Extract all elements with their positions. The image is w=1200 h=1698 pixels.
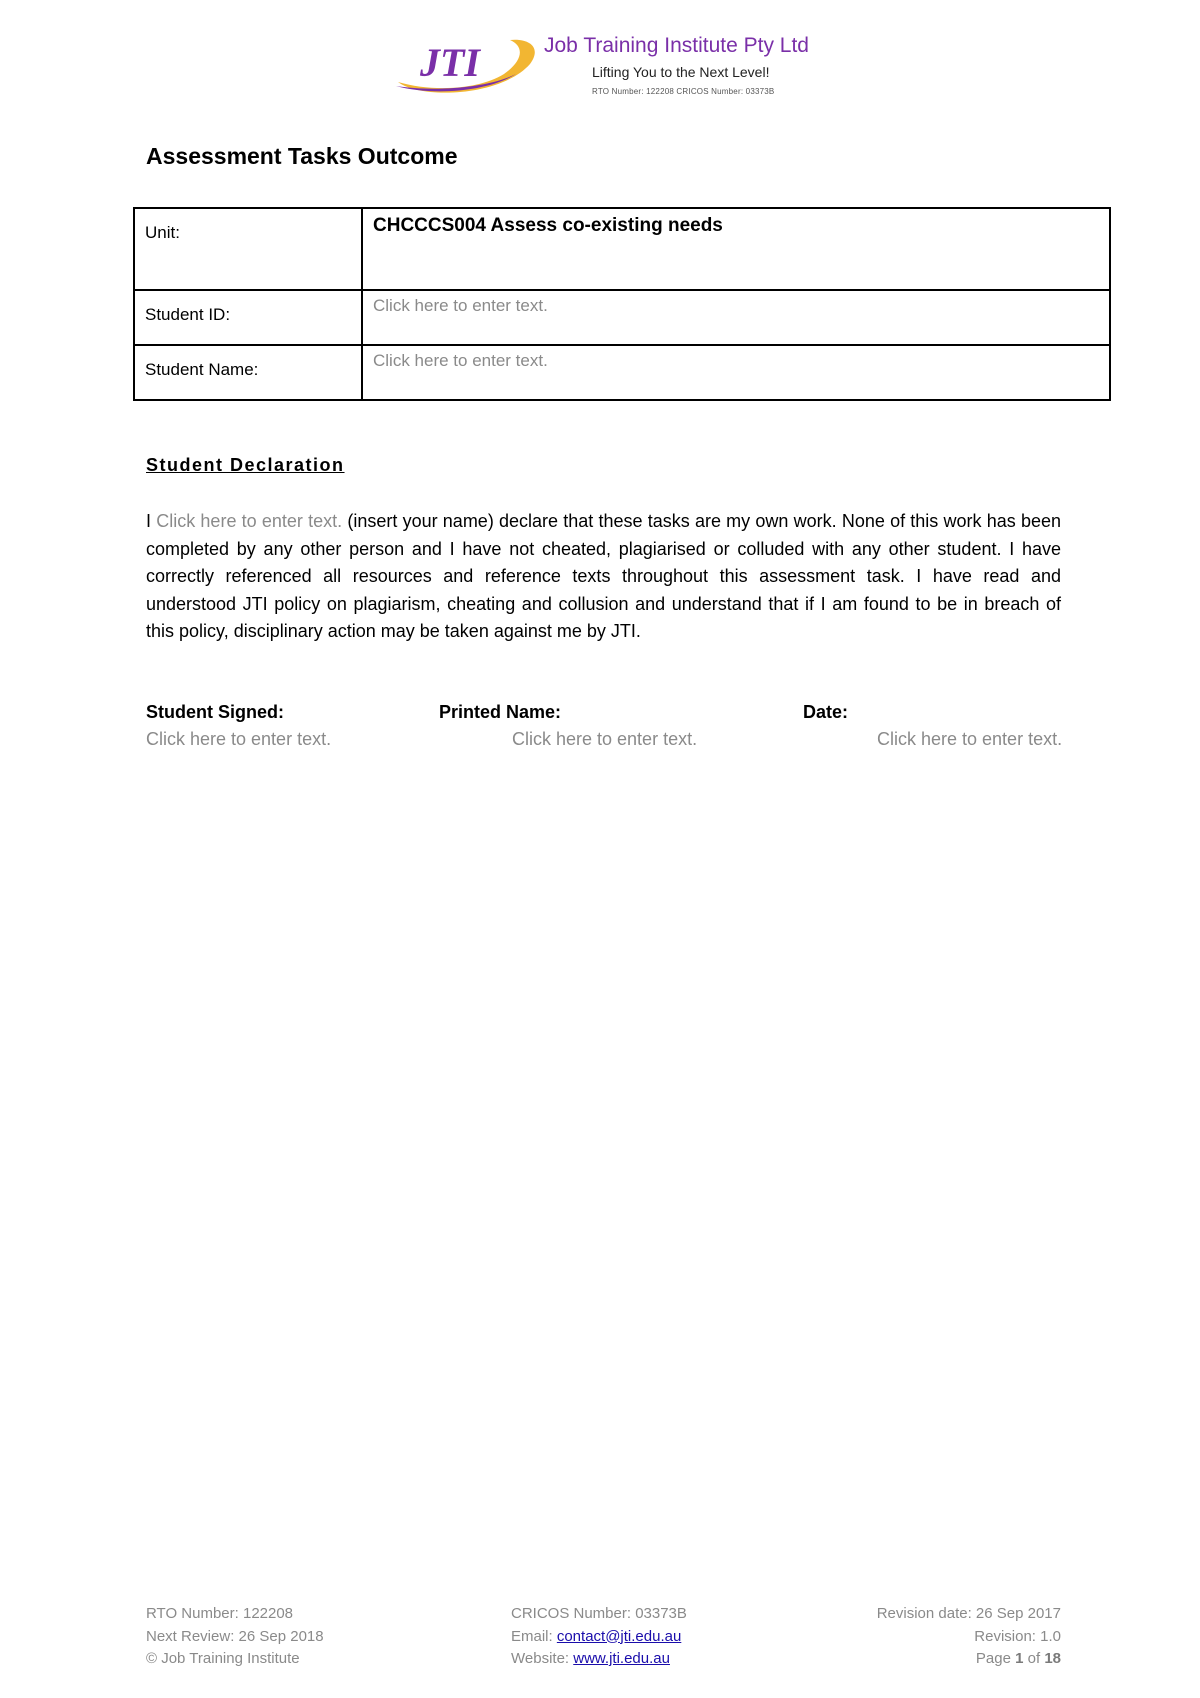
revision-number: Revision: 1.0 — [974, 1627, 1061, 1645]
tagline: Lifting You to the Next Level! — [592, 64, 770, 80]
jti-logo-mark — [392, 30, 542, 98]
email-line — [511, 1626, 687, 1649]
unit-value: CHCCCS004 Assess co-existing needs — [373, 215, 723, 236]
printed-name-label: Printed Name: — [439, 702, 562, 722]
declaration-name-field[interactable]: Click here to enter text. — [156, 511, 343, 531]
website-line — [511, 1648, 687, 1671]
cricos-number: CRICOS Number: 03373B — [511, 1605, 687, 1622]
page-number: Page 1 of 18 — [975, 1650, 1061, 1667]
declaration-heading: Student Declaration — [146, 455, 345, 475]
logo-letters: JTI — [420, 40, 480, 85]
page-title: Assessment Tasks Outcome — [146, 143, 458, 169]
footer-right — [877, 1603, 1061, 1671]
date-label: Date: — [803, 702, 849, 722]
copyright: © Job Training Institute — [146, 1650, 300, 1667]
email-link[interactable]: contact@jti.edu.au — [556, 1627, 682, 1645]
date-field[interactable]: Click here to enter text. — [877, 729, 1063, 749]
declaration-prefix: I — [146, 511, 157, 531]
next-review: Next Review: 26 Sep 2018 — [146, 1627, 324, 1645]
footer-left — [146, 1603, 324, 1671]
unit-label: Unit: — [145, 223, 180, 242]
footer-middle — [511, 1603, 687, 1671]
registration-line: RTO Number: 122208 CRICOS Number: 03373B — [592, 87, 775, 96]
unit-details-table — [133, 207, 1111, 401]
student-id-field[interactable]: Click here to enter text. — [373, 296, 548, 315]
table-row-unit — [134, 208, 1110, 290]
email-label: Email: — [511, 1627, 557, 1645]
jti-logo — [392, 30, 832, 102]
student-signed-field[interactable]: Click here to enter text. — [146, 729, 332, 749]
table-row-student-id — [134, 290, 1110, 345]
brand-name: Job Training Institute Pty Ltd — [544, 34, 809, 57]
student-id-label: Student ID: — [145, 305, 231, 324]
declaration-text — [146, 508, 1061, 646]
website-label: Website: — [511, 1650, 574, 1667]
student-signed-label: Student Signed: — [146, 702, 284, 722]
student-name-label: Student Name: — [145, 360, 259, 379]
rto-number: RTO Number: 122208 — [146, 1605, 294, 1622]
table-row-student-name — [134, 345, 1110, 400]
printed-name-field[interactable]: Click here to enter text. — [512, 729, 698, 749]
revision-date: Revision date: 26 Sep 2017 — [876, 1605, 1061, 1622]
website-link[interactable]: www.jti.edu.au — [573, 1650, 670, 1667]
student-name-field[interactable]: Click here to enter text. — [373, 351, 548, 370]
declaration-body: (insert your name) declare that these tasks are my own work. None of this work has been completed by any other person and I have not cheated, plagiarised or colluded with any other student. I have correctly referenced all resources and reference texts throughout this assessment task. I have read and understood JTI policy on plagiarism, cheating and collusion and understand that if I am found to be in breach of this policy, disciplinary action may be taken against me by JTI. — [146, 511, 1061, 641]
